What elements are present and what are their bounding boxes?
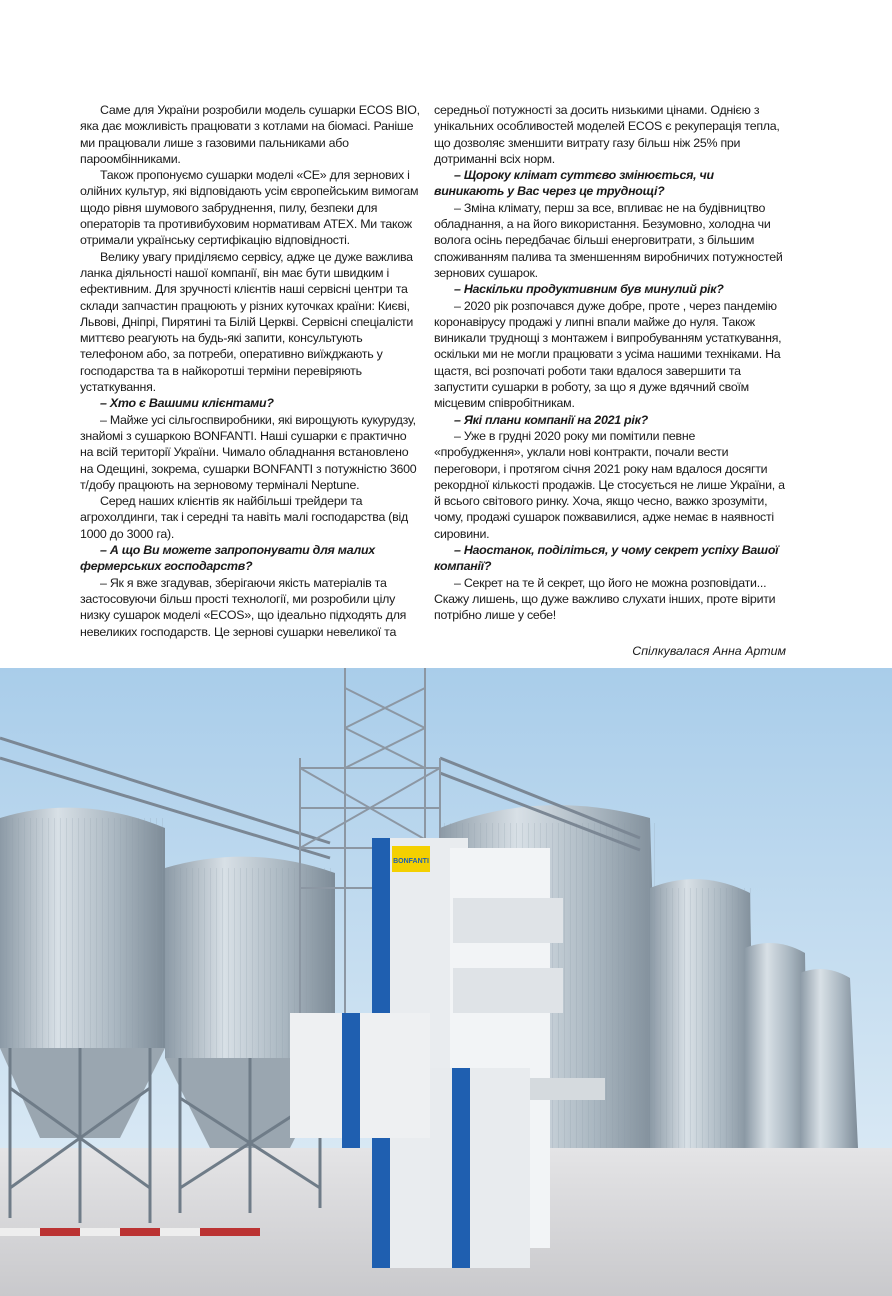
- interview-question: – Щороку клімат суттєво змінюється, чи виникають у Вас через це труднощі?: [434, 168, 714, 199]
- article-paragraph: Серед наших клієнтів як найбільші трейдери та агрохолдинги, так і середні та навіть малі господарства (від 1000 до 3000 га).: [80, 494, 408, 541]
- article-paragraph: – Уже в грудні 2020 року ми помітили певне «пробудження», уклали нові контракти, почали вести переговори, і протягом січня 2021 року нам вдалося досягти рекордної кількості продажів. Це стосується не лише України, а й всього світового ринку. Хоча, якщо чесно, важко зрозуміти, чому, продажі сушарок пожвавилися, адже немає в наявності сировини.: [434, 428, 785, 541]
- road-curb: [0, 1228, 260, 1236]
- interview-question: – Наостанок, поділіться, у чому секрет успіху Вашої компанії?: [434, 543, 779, 574]
- article-paragraph: – Секрет на те й секрет, що його не можна розповідати... Скажу лишень, що дуже важливо слухати інших, проте вірити потрібно лише у себе!: [434, 575, 776, 623]
- article-left-column: [80, 102, 420, 640]
- bonfanti-sign: BONFANTI: [393, 858, 429, 865]
- article-paragraph: – Майже усі сільгоспвиробники, які вирощують кукурудзу, знайомі з сушаркою BONFANTI. Наші сушарки є практично на всій території України. Чимало обладнання встановлено на Одещині, зокрема, сушарки BONFANTI з потужністю 3600 т/добу працюють на зерновому терміналі Neptune.: [80, 412, 417, 492]
- interview-question: – Хто є Вашими клієнтами?: [100, 396, 274, 411]
- article-paragraph: Велику увагу приділяємо сервісу, адже це дуже важлива ланка діяльності нашої компанії, він має бути швидким і ефективним. Для зручності клієнтів наші сервісні центри та склади запчастин працюють у різних куточках країни: Києві, Львові, Дніпрі, Пирятині та Білій Церкві. Сервісні спеціалісти миттєво реагують на будь-які запити, консультують телефоном або, за потреби, оперативно виїжджають у господарства та в найкоротші терміни перевіряють устаткування.: [80, 249, 414, 395]
- article-paragraph: – 2020 рік розпочався дуже добре, проте , через пандемію коронавірусу продажі у липні впали майже до нуля. Також виникали труднощі з монтажем і випробуванням устаткування, оскільки ми не могли працювати з усіма нашими техніками. На щастя, всі розпочаті роботи таки вдалося завершити та запустити сушарки в роботу, за що я дуже вдячний своїм місцевим співробітникам.: [434, 298, 782, 411]
- interview-question: – Які плани компанії на 2021 рік?: [454, 412, 648, 427]
- interview-question: – Наскільки продуктивним був минулий рік?: [454, 282, 724, 297]
- interview-question: – А що Ви можете запропонувати для малих фермерських господарств?: [80, 543, 375, 574]
- article-right-column: [434, 102, 786, 624]
- article-paragraph: середньої потужності за досить низькими цінами. Однією з унікальних особливостей моделей ECOS є рекуперація тепла, що дозволяє зменшити витрату газу більш ніж 25% при дотриманні всіх норм.: [434, 103, 780, 166]
- article-paragraph: Саме для України розробили модель сушарки ECOS BIO, яка дає можливість працювати з котлами на біомасі. Раніше ми працювали лише з газовими пальниками або пароомбінниками.: [80, 103, 420, 166]
- article-paragraph: Також пропонуємо сушарки моделі «СЕ» для зернових і олійних культур, які відповідають усім європейським вимогам щодо рівня шумового забруднення, пилу, безпеки для операторів та противибуховим нормативам ATEX. Ми також отримали українську сертифікацію відповідності.: [80, 168, 419, 248]
- article-paragraph: – Як я вже згадував, зберігаючи якість матеріалів та застосовуючи більш прості технології, ми розробили цілу низку сушарок моделі «ECOS», що ідеально підходять для невеликих господарств. Це зернові сушарки невеликої та: [80, 575, 407, 639]
- grain-silos-photo: [0, 668, 892, 1296]
- author-credit: Спілкувалася Анна Артим: [632, 644, 786, 658]
- article-paragraph: – Зміна клімату, перш за все, впливає не на будівництво обладнання, а на його використання. Безумовно, холодна чи волога осінь передбачає більші енерговитрати, з більшим споживанням палива та зменшенням виробничих потужностей зернових сушарок.: [434, 200, 783, 280]
